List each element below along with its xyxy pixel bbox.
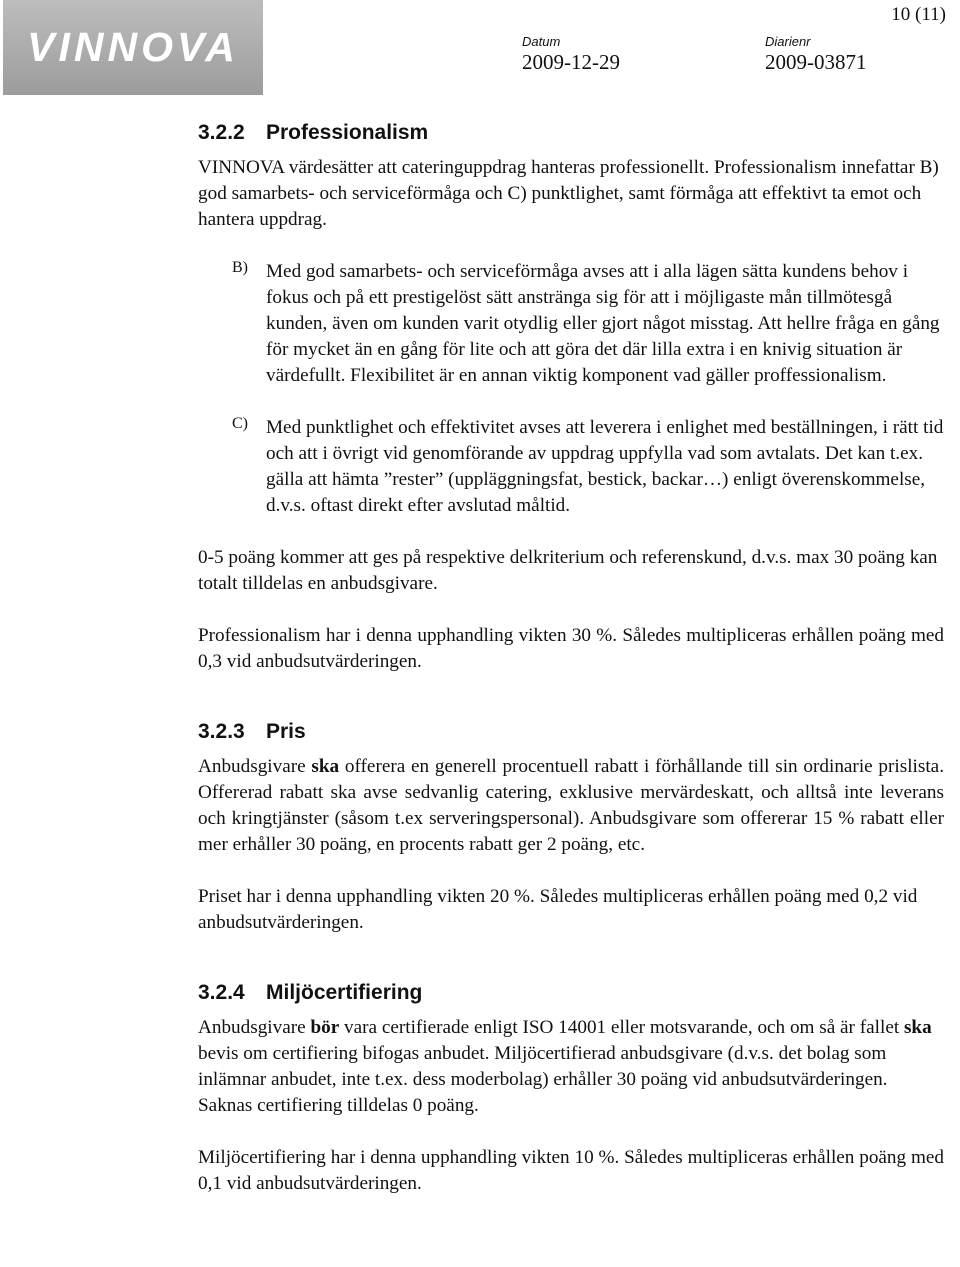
weight-paragraph: Priset har i denna upphandling vikten 20 %. Således multipliceras erhållen poäng med 0,2 vid anbudsutvärderingen. <box>198 886 918 933</box>
certification-paragraph <box>198 1015 944 1119</box>
section-title: Miljöcertifiering <box>266 981 423 1004</box>
text-run: bevis om certifiering bifogas anbudet. Miljöcertifierad anbudsgivare (d.v.s. det bolag som inlämnar anbudet, inte t.ex. dess moderbolag) erhåller 30 poäng vid anbudsutvärderingen. Saknas certifiering tilldelas 0 poäng. <box>198 1043 888 1116</box>
vinnova-logo <box>3 0 263 95</box>
document-body <box>198 118 944 1197</box>
bold-term: ska <box>311 756 340 777</box>
reference-label: Diarienr <box>765 34 811 49</box>
section-heading-professionalism <box>198 118 944 148</box>
section-title: Pris <box>266 720 306 743</box>
weight-paragraph: Miljöcertifiering har i denna upphandling vikten 10 %. Således multipliceras erhållen poäng med 0,1 vid anbudsutvärderingen. <box>198 1147 944 1194</box>
date-value: 2009-12-29 <box>522 50 620 74</box>
logo-text: VINNOVA <box>27 24 239 70</box>
list-item-text: Med god samarbets- och serviceförmåga avses att i alla lägen sätta kundens behov i fokus och på ett prestigelöst sätt anstränga sig för att i möjligaste mån tillmötesgå kunden, även om kunden varit otydlig eller gjort något misstag. Att hellre fråga en gång för mycket än en gång för lite och att göra det där lilla extra i en knivig situation är värdefullt. Flexibilitet är en annan viktig komponent vad gäller proffessionalism. <box>266 261 940 386</box>
section-title: Professionalism <box>266 121 429 144</box>
date-block <box>522 34 620 75</box>
section-heading-price <box>198 717 944 747</box>
list-item-c <box>198 415 944 519</box>
reference-block <box>765 34 867 75</box>
section-heading-environment <box>198 978 944 1008</box>
section-number: 3.2.3 <box>198 720 245 743</box>
text-run: Anbudsgivare <box>198 756 312 777</box>
page-number: 10 (11) <box>891 4 946 25</box>
text-run: offerera en generell procentuell rabatt i förhållande till sin ordinarie prislista. Offererad rabatt ska avse sedvanlig catering, exklusive mervärdeskatt, och alltså inte leverans och kringtjänster (såsom t.ex serveringspersonal). Anbudsgivare som offererar 15 % rabatt eller mer erhåller 30 poäng, en procents rabatt ger 2 poäng, etc. <box>198 756 944 855</box>
section-number: 3.2.4 <box>198 981 245 1004</box>
bold-term: ska <box>903 1017 932 1038</box>
bold-term: bör <box>310 1017 340 1038</box>
list-marker: B) <box>232 259 248 276</box>
list-marker: C) <box>232 415 248 432</box>
section-number: 3.2.2 <box>198 121 245 144</box>
professionalism-intro: VINNOVA värdesätter att cateringuppdrag hanteras professionellt. Professionalism innefattar B) god samarbets- och serviceförmåga och C) punktlighet, samt förmåga att effektivt ta emot och hantera uppdrag. <box>198 157 939 230</box>
date-label: Datum <box>522 34 561 49</box>
list-item-text: Med punktlighet och effektivitet avses att leverera i enlighet med beställningen, i rätt tid och att i övrigt vid genomförande av uppdrag uppfylla vad som avtalats. Det kan t.ex. gälla att hämta ”rester” (uppläggningsfat, bestick, backar…) enligt överenskommelse, d.v.s. oftast direkt efter avslutad måltid. <box>266 417 944 516</box>
reference-value: 2009-03871 <box>765 50 867 74</box>
text-run: Anbudsgivare <box>198 1017 311 1038</box>
text-run: vara certifierade enligt ISO 14001 eller motsvarande, och om så är fallet <box>339 1017 904 1038</box>
list-item-b <box>198 259 944 389</box>
points-paragraph: 0-5 poäng kommer att ges på respektive delkriterium och referenskund, d.v.s. max 30 poäng kan totalt tilldelas en anbudsgivare. <box>198 547 938 594</box>
price-paragraph <box>198 754 944 858</box>
weight-paragraph: Professionalism har i denna upphandling vikten 30 %. Således multipliceras erhållen poäng med 0,3 vid anbudsutvärderingen. <box>198 625 944 672</box>
